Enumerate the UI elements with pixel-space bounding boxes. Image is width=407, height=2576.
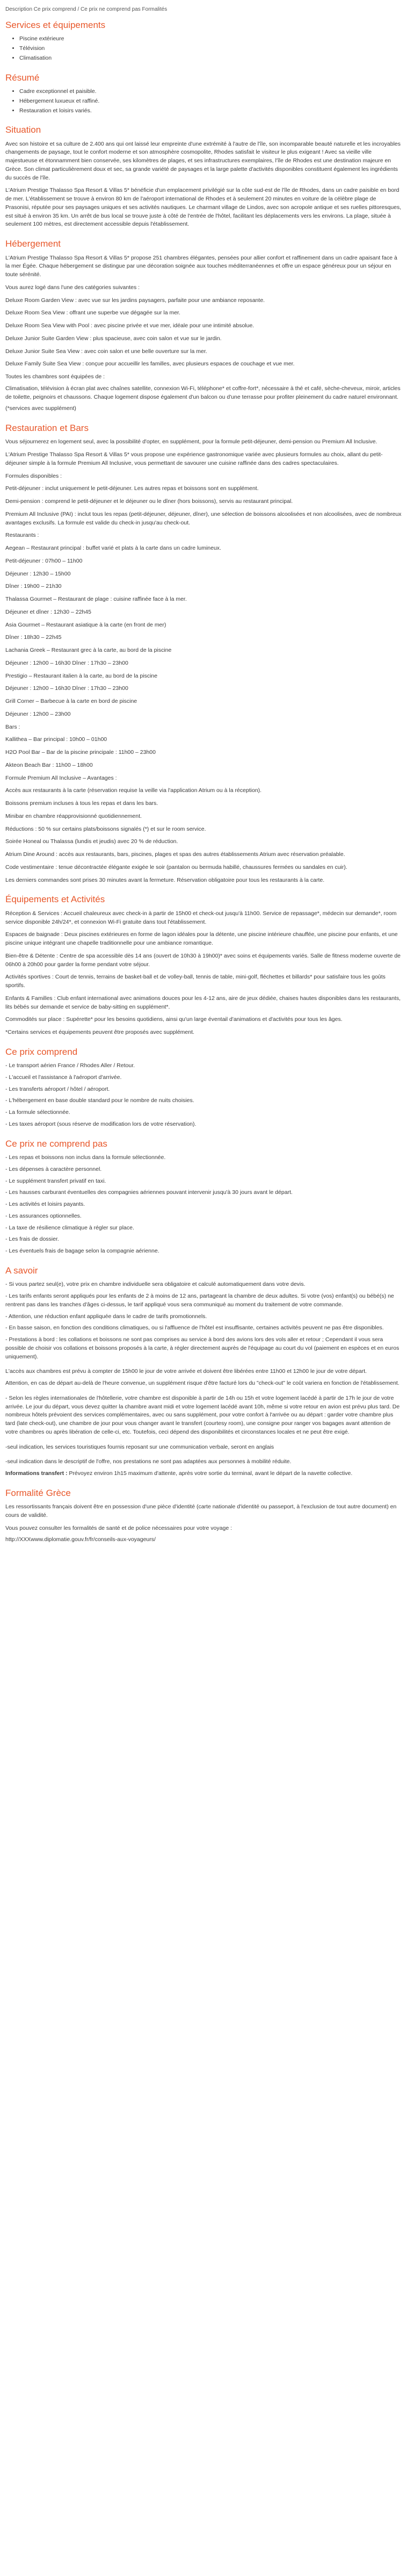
paragraph: Déjeuner : 12h00 – 23h00 — [5, 710, 71, 717]
list-item: - Le transport aérien France / Rhodes Aller / Retour. — [5, 1062, 135, 1069]
paragraph: Grill Corner – Barbecue à la carte en bord de piscine — [5, 698, 137, 705]
list-item: - L'accueil et l'assistance à l'aéroport d'arrivée. — [5, 1074, 122, 1081]
paragraph: Aegean – Restaurant principal : buffet varié et plats à la carte dans un cadre lumineux. — [5, 545, 221, 552]
list-item: - Les dépenses à caractère personnel. — [5, 1165, 102, 1172]
paragraph: Activités sportives : Court de tennis, terrains de basket-ball et de volley-ball, tennis de table, mini-golf, fléchettes et billards* pour satisfaire tous les goûts sportifs. — [5, 974, 386, 989]
paragraph: Dîner : 19h00 – 21h30 — [5, 583, 62, 590]
paragraph: Atrium Dine Around : accès aux restaurants, bars, piscines, plages et spas des autres établissements Atrium avec réservation préalable. — [5, 851, 345, 858]
paragraph: Vous aurez logé dans l'une des catégories suivantes : — [5, 284, 140, 291]
formalite-title: Formalité Grèce — [5, 1487, 71, 1498]
paragraph: Vous séjournerez en logement seul, avec la possibilité d'opter, en supplément, pour la formule petit-déjeuner, demi-pension ou Premium All Inclusive. — [5, 438, 377, 445]
paragraph: Les ressortissants français doivent être en possession d'une pièce d'identité (carte nationale d'identité ou passeport, à l'exclusion de tout autre document) en cours de validité. — [5, 1503, 397, 1519]
paragraph: Informations transfert : Prévoyez environ 1h15 maximum d'attente, après votre sortie du terminal, avant le départ de la navette collective. — [5, 1470, 353, 1477]
list-item: - Les transferts aéroport / hôtel / aéroport. — [5, 1085, 110, 1092]
list-item: - Les frais de dossier. — [5, 1236, 59, 1243]
formalites-link[interactable]: http://XXXwww.diplomatie.gouv.fr/fr/conseils-aux-voyageurs/ — [5, 1536, 156, 1543]
paragraph: *Certains services et équipements peuvent être proposés avec supplément. — [5, 1029, 194, 1036]
paragraph: Bars : — [5, 723, 20, 730]
paragraph: Soirée Honeal ou Thalassa (lundis et jeudis) avec 20 % de réduction. — [5, 838, 178, 845]
list-item: - Les repas et boissons non inclus dans la formule sélectionnée. — [5, 1154, 166, 1161]
paragraph: Avec son histoire et sa culture de 2.400 ans qui ont laissé leur empreinte d'une extrémité à l'autre de l'île, son incomparable beauté naturelle et les incroyables changements de paysage, tout le confort moderne et son atmosphère cosmopolite, Rhodes satisfait le visiteur le plus exigeant ! Avec sa vieille ville majestueuse et étonnamment bien conservée, ses kilomètres de plages, et ses infrastructures exemplaires, l'île de Rhodes est une destination majeure en Grèce. Son climat particulièrement doux et sec, sa grande variété de paysages et la large palette d'activités disponibles constituent également les ingrédients du succès de l'île. — [5, 140, 401, 181]
paragraph: Commodités sur place : Supérette* pour les besoins quotidiens, ainsi qu'un large éventail d'animations et d'activités pour tous les âges. — [5, 1016, 343, 1023]
section-a-savoir — [5, 1265, 402, 1478]
a-savoir-title: A savoir — [5, 1265, 38, 1276]
paragraph: (*services avec supplément) — [5, 405, 76, 412]
list-item: • Hébergement luxueux et raffiné. — [19, 97, 402, 106]
paragraph: Déjeuner : 12h30 – 15h00 — [5, 570, 71, 577]
section-comprend — [5, 1047, 402, 1129]
paragraph: Formules disponibles : — [5, 472, 62, 479]
section-services — [5, 20, 402, 63]
paragraph: Boissons premium incluses à tous les repas et dans les bars. — [5, 800, 158, 807]
list-item: - Le supplément transfert privatif en taxi. — [5, 1177, 106, 1184]
section-situation — [5, 125, 402, 229]
list-item: - La formule sélectionnée. — [5, 1109, 70, 1116]
list-item: - Les taxes aéroport (sous réserve de modification lors de votre réservation). — [5, 1120, 197, 1127]
breadcrumb: Description Ce prix comprend / Ce prix ne comprend pas Formalités — [5, 6, 168, 12]
comprend-title: Ce prix comprend — [5, 1046, 78, 1057]
list-item: - Les éventuels frais de bagage selon la compagnie aérienne. — [5, 1248, 159, 1255]
services-title: Services et équipements — [5, 20, 106, 30]
paragraph: Déjeuner : 12h00 – 16h30 Dîner : 17h30 – 23h00 — [5, 685, 128, 692]
services-list — [5, 35, 402, 62]
list-item: - La taxe de résilience climatique à régler sur place. — [5, 1224, 134, 1231]
paragraph: - Attention, une réduction enfant appliquée dans le cadre de tarifs promotionnels. — [5, 1313, 207, 1320]
paragraph: Minibar en chambre réapprovisionné quotidiennement. — [5, 812, 142, 819]
paragraph: L'Atrium Prestige Thalasso Spa Resort & Villas 5* vous propose une expérience gastronomique variée avec plusieurs formules au choix, allant du petit-déjeuner simple à la formule Premium All Inclusive, vous permettant de savourer une cuisine raffinée dans des cadres spectaculaires. — [5, 451, 383, 466]
paragraph: Toutes les chambres sont équipées de : — [5, 373, 105, 380]
list-item: • Piscine extérieure — [19, 35, 402, 44]
paragraph: Vous pouvez consulter les formalités de santé et de police nécessaires pour votre voyage : — [5, 1524, 232, 1531]
paragraph: Asia Gourmet – Restaurant asiatique à la carte (en front de mer) — [5, 621, 166, 628]
paragraph: - Selon les règles internationales de l'hôtellerie, votre chambre est disponible à partir de 14h ou 15h et votre logement lacédé à partir de 17h le jour de votre arrivée. Le jour du départ, vous devez quitter la chambre avant midi et votre logement lacédé avant 10h, même si votre retour en avion est prévu plus tard. De nombreux hôtels prévoient des services complémentaires, avec ou sans supplément, pour votre confort à l'arrivée ou au départ : garder votre chambre plus tard (late check-out), une chambre de jour pour vous changer avant le transfert (courtesy room), une consigne pour ranger vos bagages avant attention de votre chambres ou après libération de celle-ci, etc. Toutefois, ceci dépend des disponibilités et circonstances locales et ne peut être exigé. — [5, 1394, 400, 1435]
list-item: • Restauration et loisirs variés. — [19, 107, 402, 116]
paragraph: Déjeuner et dîner : 12h30 – 22h45 — [5, 608, 91, 615]
paragraph: Enfants & Familles : Club enfant international avec animations douces pour les 4-12 ans, aire de jeux dédiée, chaises hautes disponibles dans les restaurants, lits bébés sur demande et service de baby-sitting en supplément*. — [5, 995, 401, 1010]
paragraph: Formule Premium All Inclusive – Avantages : — [5, 774, 117, 781]
list-item: - Les hausses carburant éventuelles des compagnies aériennes pouvant intervenir jusqu'à 30 jours avant le départ. — [5, 1189, 293, 1196]
paragraph: Thalassa Gourmet – Restaurant de plage : cuisine raffinée face à la mer. — [5, 596, 187, 603]
hebergement-title: Hébergement — [5, 239, 61, 249]
paragraph: Attention, en cas de départ au-delà de l'heure convenue, un supplément risque d'être facturé lors du "check-out" le coût variera en fonction de l'établissement. — [5, 1380, 399, 1387]
paragraph: Espaces de baignade : Deux piscines extérieures en forme de lagon idéales pour la détente, une piscine intérieure chauffée, une piscine pour enfants, et une piscine unique intégrant une chapelle traditionnelle pour une ambiance romantique. — [5, 931, 398, 947]
section-hebergement — [5, 239, 402, 413]
paragraph: Deluxe Family Suite Sea View : conçue pour accueillir les familles, avec plusieurs espaces de couchage et vue mer. — [5, 361, 295, 368]
resume-title: Résumé — [5, 72, 40, 83]
paragraph: Lachania Greek – Restaurant grec à la carte, au bord de la piscine — [5, 647, 172, 654]
paragraph: Déjeuner : 12h00 – 16h30 Dîner : 17h30 – 23h00 — [5, 659, 128, 666]
section-formalite — [5, 1488, 402, 1544]
paragraph: Akteon Beach Bar : 11h00 – 18h00 — [5, 761, 93, 768]
list-item: - Les activités et loisirs payants. — [5, 1201, 85, 1208]
restauration-title: Restauration et Bars — [5, 423, 89, 434]
resume-list — [5, 88, 402, 115]
paragraph: Deluxe Room Sea View with Pool : avec piscine privée et vue mer, idéale pour une intimité absolue. — [5, 322, 255, 329]
paragraph: - Si vous partez seul(e), votre prix en chambre individuelle sera obligatoire et calculé automatiquement dans votre devis. — [5, 1281, 306, 1288]
list-item: • Climatisation — [19, 54, 402, 63]
paragraph: Bien-être & Détente : Centre de spa accessible dès 14 ans (ouvert de 10h30 à 19h00)* avec soins et équipements variés. Salle de fitness moderne ouverte de 06h00 à 20h00 pour garder la forme pendant votre séjour. — [5, 952, 401, 968]
paragraph: -seul indication, les services touristiques fournis reposant sur une communication verbale, seront en anglais — [5, 1443, 274, 1450]
section-resume — [5, 73, 402, 116]
paragraph: H2O Pool Bar – Bar de la piscine principale : 11h00 – 23h00 — [5, 749, 156, 756]
section-equipements — [5, 894, 402, 1037]
section-restauration — [5, 423, 402, 884]
paragraph: Restaurants : — [5, 532, 39, 539]
paragraph: Kallithea – Bar principal : 10h00 – 01h00 — [5, 736, 107, 743]
paragraph: Les derniers commandes sont prises 30 minutes avant la fermeture. Réservation obligatoire pour tous les restaurants à la carte. — [5, 876, 325, 883]
paragraph: - Prestations à bord : les collations et boissons ne sont pas comprises au service à bord des avions lors des vols aller et retour ; Cependant il vous sera possible de choisir vos collations et boissons proposés à la carte, à régler directement auprès de l'équipage au court du vol (paiement en espèces et en euros uniquement). — [5, 1336, 399, 1360]
paragraph: Petit-déjeuner : inclut uniquement le petit-déjeuner. Les autres repas et boissons sont en supplément. — [5, 485, 259, 492]
list-item: • Cadre exceptionnel et paisible. — [19, 88, 402, 96]
paragraph: Code vestimentaire : tenue décontractée élégante exigée le soir (pantalon ou bermuda habillé, chaussures fermées ou sandales en cuir). — [5, 864, 347, 870]
paragraph: Climatisation, télévision à écran plat avec chaînes satellite, connexion Wi-Fi, téléphone* et coffre-fort*, nécessaire à thé et café, sèche-cheveux, miroir, articles de toilette, peignoirs et chaussons. Chaque logement dispose également d'un balcon ou d'une terrasse pour profiter pleinement du cadre naturel environnant. — [5, 385, 401, 400]
paragraph: L'Atrium Prestige Thalasso Spa Resort & Villas 5* propose 251 chambres élégantes, pensées pour allier confort et raffinement dans un cadre apaisant face à la mer Égée. Chaque hébergement se distingue par une décoration soignée aux touches méditerranéennes et offre un espace généreux pour un séjour en toute sérénité. — [5, 254, 397, 278]
paragraph: Petit-déjeuner : 07h00 – 11h00 — [5, 557, 83, 564]
paragraph: Prestigio – Restaurant italien à la carte, au bord de la piscine — [5, 672, 158, 679]
paragraph: Deluxe Room Garden View : avec vue sur les jardins paysagers, parfaite pour une ambiance reposante. — [5, 297, 265, 304]
paragraph: Réductions : 50 % sur certains plats/boissons signalés (*) et sur le room service. — [5, 825, 206, 832]
section-ne-comprend — [5, 1139, 402, 1256]
transfer-label: Informations transfert : — [5, 1470, 68, 1477]
list-item: - L'hébergement en base double standard pour le nombre de nuits choisies. — [5, 1097, 194, 1104]
paragraph: Deluxe Junior Suite Sea View : avec coin salon et une belle ouverture sur la mer. — [5, 348, 207, 355]
list-item: - Les assurances optionnelles. — [5, 1212, 82, 1219]
paragraph: - Les tarifs enfants seront appliqués pour les enfants de 2 à moins de 12 ans, partageant la chambre de deux adultes. Si votre (vos) enfant(s) ou bébé(s) ne rentrent pas dans les tranches d'âges ci-dessus, le tarif appliqué vous sera communiqué au moment du traitement de votre commande. — [5, 1293, 394, 1308]
paragraph: - En basse saison, en fonction des conditions climatiques, ou si l'affluence de l'hôtel est insuffisante, certaines activités peuvent ne pas être disponibles. — [5, 1325, 384, 1332]
ne-comprend-title: Ce prix ne comprend pas — [5, 1138, 107, 1149]
paragraph: Deluxe Junior Suite Garden View : plus spacieuse, avec coin salon et vue sur le jardin. — [5, 335, 222, 342]
equipements-title: Équipements et Activités — [5, 894, 105, 905]
list-item: • Télévision — [19, 45, 402, 53]
paragraph: Dîner : 18h30 – 22h45 — [5, 634, 62, 641]
paragraph: -seul indication dans le descriptif de l'offre, nos prestations ne sont pas adaptées aux personnes à mobilité réduite. — [5, 1458, 292, 1465]
paragraph: Deluxe Room Sea View : offrant une superbe vue dégagée sur la mer. — [5, 310, 180, 316]
paragraph: Demi-pension : comprend le petit-déjeuner et le déjeuner ou le dîner (hors boissons), servis au restaurant principal. — [5, 498, 293, 505]
paragraph: L'accès aux chambres est prévu à compter de 15h00 le jour de votre arrivée et doivent être libérées entre 11h00 et 12h00 le jour de votre départ. — [5, 1368, 367, 1375]
paragraph: Accès aux restaurants à la carte (réservation requise la veille via l'application Atrium ou à la réception). — [5, 787, 262, 794]
paragraph: L'Atrium Prestige Thalasso Spa Resort & Villas 5* bénéficie d'un emplacement privilégié sur la côte sud-est de l'île de Rhodes, dans un cadre paisible en bord de mer. L'établissement se trouve à environ 80 km de l'aéroport international de Rhodes et à seulement 20 minutes en voiture de la célèbre plage de Prasonisi, réputée pour ses paysages uniques et ses activités nautiques. Le charmant village de Lindos, avec son acropole antique et ses ruelles pittoresques, est situé à environ 35 km. Un arrêt de bus local se trouve juste à côté de l'entrée de l'hôtel, facilitant les déplacements vers les environs. La plage, située à seulement 100 mètres, est directement accessible depuis l'établissement. — [5, 187, 402, 228]
paragraph: Premium All Inclusive (PAI) : inclut tous les repas (petit-déjeuner, déjeuner, dîner), une sélection de boissons alcoolisées et non alcoolisées, avec de nombreux avantages exclusifs. La formule est valide du check-in jusqu'au check-out. — [5, 510, 402, 526]
paragraph: Réception & Services : Accueil chaleureux avec check-in à partir de 15h00 et check-out jusqu'à 11h00. Service de repassage*, médecin sur demande*, room service disponible 24h/24*, et connexion Wi-Fi gratuite dans tout l'établissement. — [5, 910, 397, 925]
situation-title: Situation — [5, 125, 41, 135]
